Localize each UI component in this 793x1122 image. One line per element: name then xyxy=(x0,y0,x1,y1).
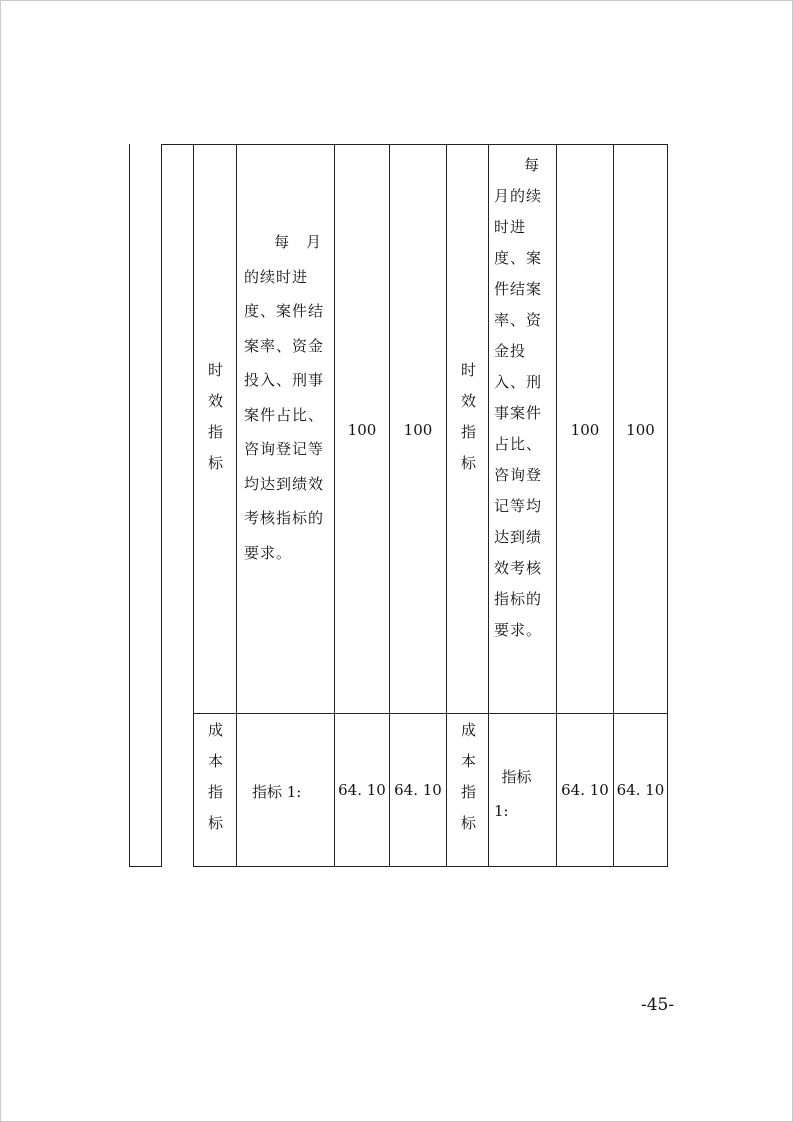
grid-line xyxy=(488,144,489,866)
cost-value-right-2: 64. 10 xyxy=(616,781,665,799)
time-indicator-description-left: 每 月的续时进度、案件结案率、资金投入、刑事案件占比、咨询登记等均达到绩效考核指标的要求。 xyxy=(244,233,325,562)
cost-value-left-1: 64. 10 xyxy=(338,781,386,799)
cost-value-right-1: 64. 10 xyxy=(561,781,609,799)
grid-line xyxy=(389,144,390,866)
time-indicator-label-left: 时效指标 xyxy=(206,362,224,486)
cost-value-left-2: 64. 10 xyxy=(394,781,442,799)
grid-line xyxy=(236,144,237,866)
time-value-right-1: 100 xyxy=(570,421,600,439)
grid-line xyxy=(667,144,668,866)
grid-line xyxy=(613,144,614,866)
grid-line xyxy=(193,144,194,866)
time-value-left-2: 100 xyxy=(403,421,433,439)
cost-indicator-description-left: 指标 1: xyxy=(252,783,302,801)
grid-line xyxy=(446,144,447,866)
grid-line xyxy=(556,144,557,866)
grid-line xyxy=(129,866,162,867)
cost-indicator-label-right: 成本指标 xyxy=(459,722,477,846)
time-value-left-1: 100 xyxy=(347,421,377,439)
cost-indicator-label-left: 成本指标 xyxy=(206,722,224,846)
page-number: -45- xyxy=(641,995,675,1015)
grid-line xyxy=(161,144,162,866)
grid-line xyxy=(334,144,335,866)
grid-line xyxy=(161,144,668,145)
time-indicator-label-right: 时效指标 xyxy=(459,362,477,486)
grid-line xyxy=(193,866,668,867)
time-indicator-description-right: 每月的续时进度、案件结案率、资金投入、刑事案件占比、咨询登记等均达到绩效考核指标的要求。 xyxy=(494,156,543,639)
grid-line xyxy=(129,144,130,866)
time-value-right-2: 100 xyxy=(626,421,655,439)
grid-line xyxy=(193,713,668,714)
cost-indicator-description-right: 指标 1: xyxy=(494,768,532,820)
